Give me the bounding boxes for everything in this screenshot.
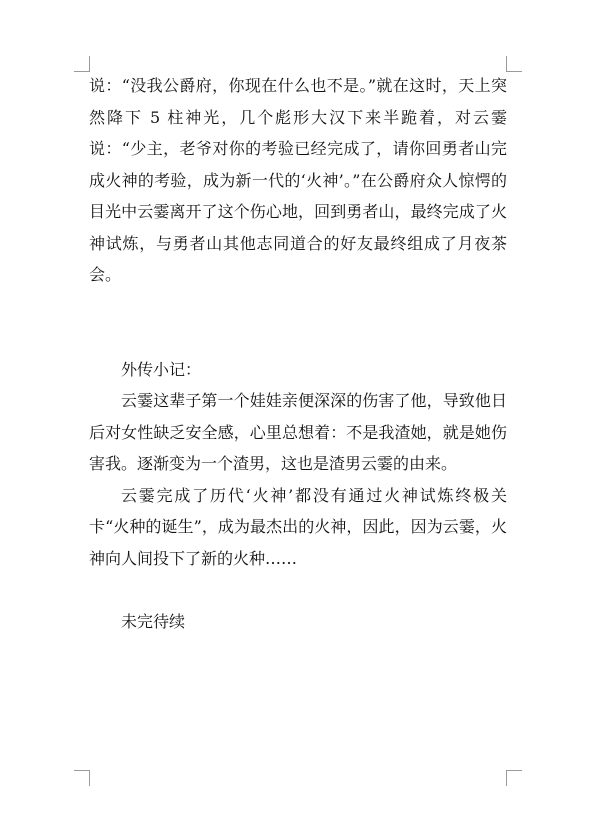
ending-note: 未完待续 xyxy=(121,611,186,631)
margin-mark-top-right xyxy=(506,56,522,72)
section-heading: 外传小记： xyxy=(121,359,202,379)
margin-mark-bottom-left xyxy=(74,770,90,786)
paragraph: 云霎完成了历代‘火神’都没有通过火神试炼终极关卡“火种的诞生”，成为最杰出的火神，因此，因为云霎，火神向人间投下了新的火种…… xyxy=(89,485,507,568)
document-body xyxy=(89,70,507,637)
paragraph-continuation: 说：“没我公爵府，你现在什么也不是。”就在这时，天上突然降下 5 柱神光，几个彪形大汉下来半跪着，对云霎说：“少主，老爷对你的考验已经完成了，请你回勇者山完成火神的考验，成为新一代的‘火神’。”在公爵府众人惊愕的目光中云霎离开了这个伤心地，回到勇者山，最终完成了火神试炼，与勇者山其他志同道合的好友最终组成了月夜茶会。 xyxy=(89,76,507,284)
paragraph: 云霎这辈子第一个娃娃亲便深深的伤害了他，导致他日后对女性缺乏安全感，心里总想着：不是我渣她，就是她伤害我。逐渐变为一个渣男，这也是渣男云霎的由来。 xyxy=(89,391,507,473)
margin-mark-bottom-right xyxy=(506,770,522,786)
blank-line xyxy=(89,574,507,606)
margin-mark-top-left xyxy=(74,56,90,72)
blank-space xyxy=(89,291,507,354)
